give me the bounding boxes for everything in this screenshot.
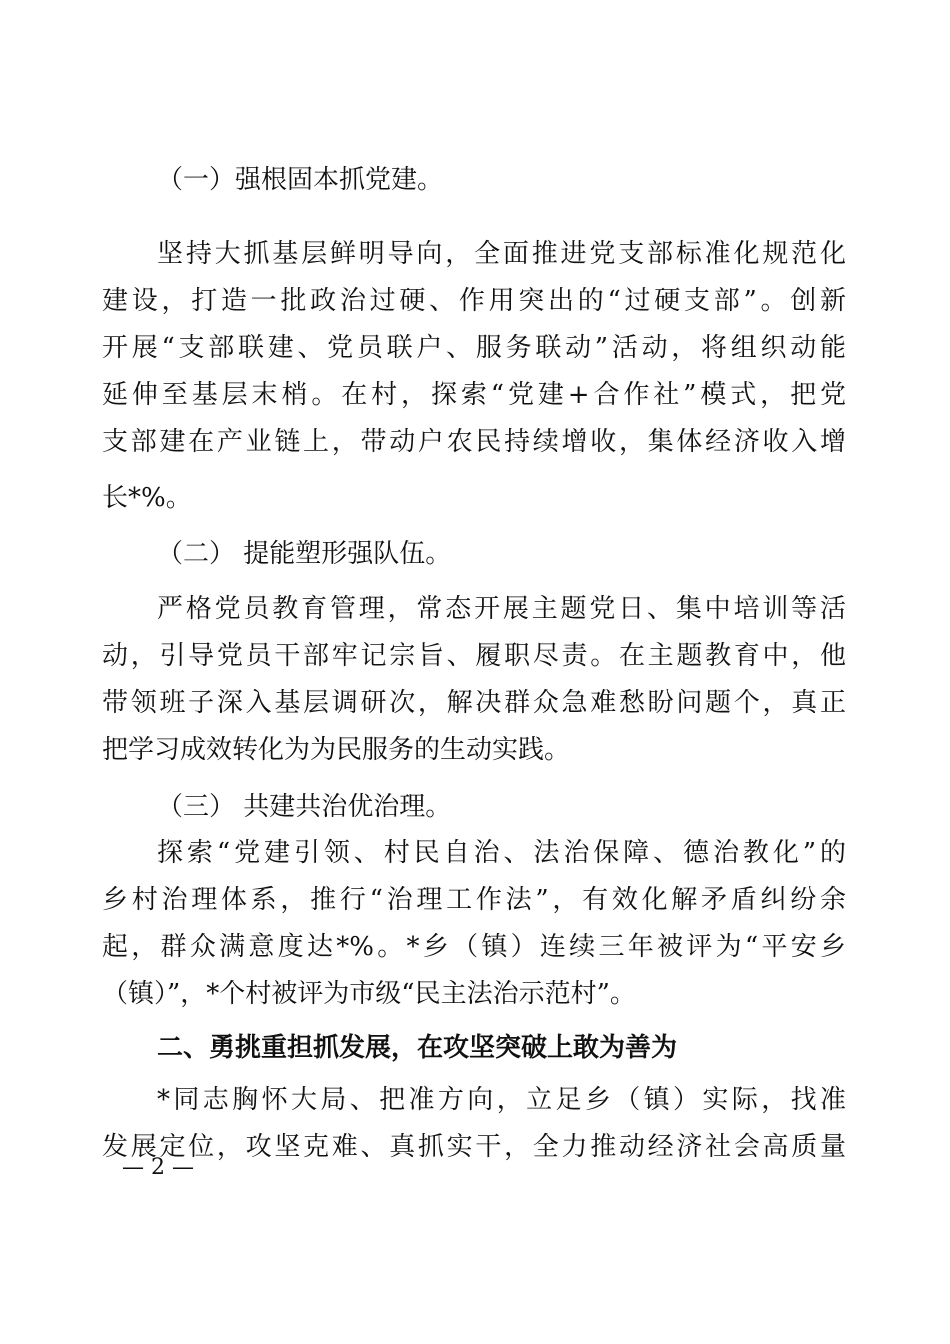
- paragraph-line: 动，引导党员干部牢记宗旨、履职尽责。在主题教育中，他: [102, 641, 846, 671]
- paragraph-line: 起，群众满意度达*%。*乡（镇）连续三年被评为“平安乡: [102, 932, 846, 962]
- paragraph-line: 乡村治理体系，推行“治理工作法”，有效化解矛盾纠纷余: [102, 885, 846, 915]
- paragraph-line: 严格党员教育管理，常态开展主题党日、集中培训等活: [157, 594, 846, 624]
- section-heading-2: （二） 提能塑形强队伍。: [157, 539, 452, 569]
- paragraph-line: 把学习成效转化为为民服务的生动实践。: [102, 735, 571, 765]
- paragraph-line: *同志胸怀大局、把准方向，立足乡（镇）实际，找准: [157, 1085, 846, 1115]
- section-heading-1: （一）强根固本抓党建。: [157, 165, 444, 195]
- paragraph-line: 发展定位，攻坚克难、真抓实干，全力推动经济社会高质量: [102, 1132, 846, 1162]
- section-heading-3: （三） 共建共治优治理。: [157, 792, 452, 822]
- paragraph-line: 建设，打造一批政治过硬、作用突出的“过硬支部”。创新: [102, 286, 846, 316]
- paragraph-line: 坚持大抓基层鲜明导向，全面推进党支部标准化规范化: [157, 239, 846, 269]
- page-number: — 2 —: [122, 1155, 194, 1180]
- paragraph-line: 带领班子深入基层调研次，解决群众急难愁盼问题个，真正: [102, 688, 846, 718]
- paragraph-line: 长*%。: [102, 483, 192, 513]
- major-heading: 二、勇挑重担抓发展，在攻坚突破上敢为善为: [157, 1033, 678, 1063]
- paragraph-line: （镇）”，*个村被评为市级“民主法治示范村”。: [102, 979, 636, 1009]
- paragraph-line: 开展“支部联建、党员联户、服务联动”活动，将组织动能: [102, 333, 846, 363]
- paragraph-line: 探索“党建引领、村民自治、法治保障、德治教化”的: [157, 838, 846, 868]
- paragraph-line: 延伸至基层末梢。在村，探索“党建+合作社”模式，把党: [102, 380, 846, 410]
- paragraph-line: 支部建在产业链上，带动户农民持续增收，集体经济收入增: [102, 427, 846, 457]
